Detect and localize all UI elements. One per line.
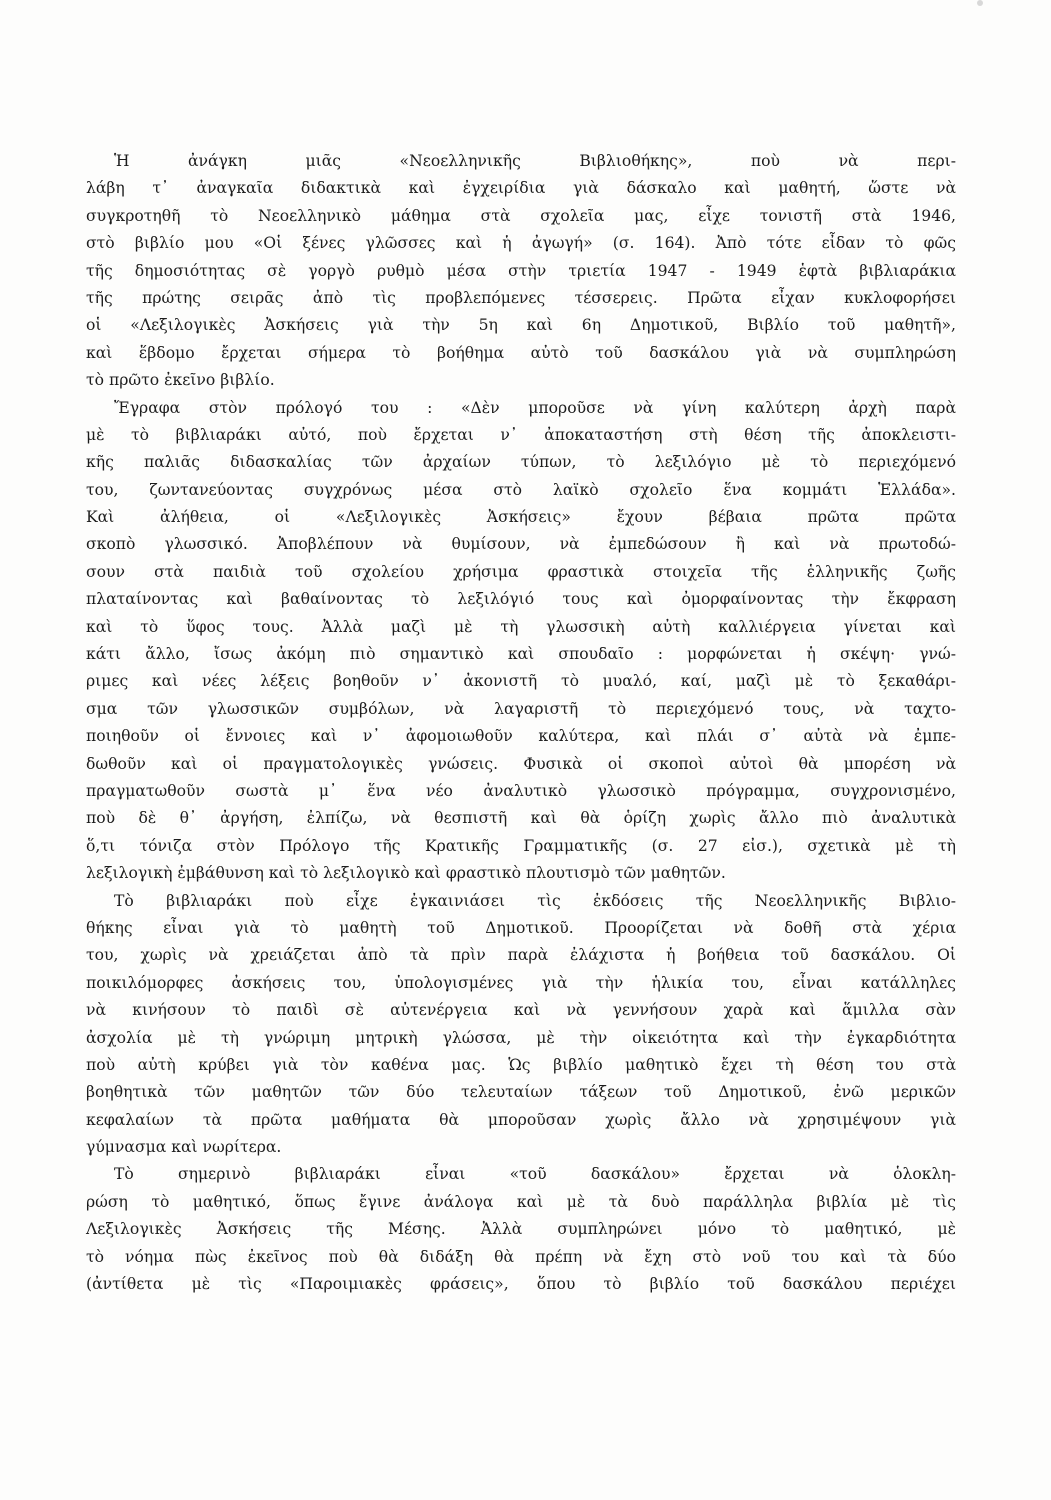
text-line: συγκροτηθῆ τὸ Νεοελληνικὸ μάθημα στὰ σχολεῖα μας, εἶχε τονιστῆ στὰ 1946,	[86, 206, 956, 225]
text-line: ρώση τὸ μαθητικό, ὅπως ἔγινε ἀνάλογα καὶ μὲ τὰ δυὸ παράλληλα βιβλία μὲ τὶς	[86, 1192, 956, 1211]
text-line: λεξιλογικὴ ἐμβάθυνση καὶ τὸ λεξιλογικὸ καὶ φραστικὸ πλουτισμὸ τῶν μαθητῶν.	[86, 864, 726, 883]
text-line: του, ζωντανεύοντας συγχρόνως μέσα στὸ λαϊκὸ σχολεῖο ἕνα κομμάτι Ἑλλάδα».	[86, 480, 956, 499]
text-line: ποικιλόμορφες ἀσκήσεις του, ὑπολογισμένες γιὰ τὴν ἡλικία του, εἶναι κατάλληλες	[86, 973, 956, 992]
text-line: θήκης εἶναι γιὰ τὸ μαθητὴ τοῦ Δημοτικοῦ. Προορίζεται νὰ δοθῆ στὰ χέρια	[86, 918, 956, 937]
text-line: κῆς παλιᾶς διδασκαλίας τῶν ἀρχαίων τύπων, τὸ λεξιλόγιο μὲ τὸ περιεχόμενό	[86, 453, 956, 472]
text-line: ὅ,τι τόνιζα στὸν Πρόλογο τῆς Κρατικῆς Γραμματικῆς (σ. 27 εἰσ.), σχετικὰ μὲ τὴ	[86, 836, 956, 855]
text-line: σκοπὸ γλωσσικό. Ἀποβλέπουν νὰ θυμίσουν, νὰ ἐμπεδώσουν ἢ καὶ νὰ πρωτοδώ-	[86, 535, 956, 554]
scan-speck	[977, 0, 983, 6]
text-line: καὶ ἕβδομο ἔρχεται σήμερα τὸ βοήθημα αὐτὸ τοῦ δασκάλου γιὰ νὰ συμπληρώση	[86, 343, 956, 362]
text-line: σμα τῶν γλωσσικῶν συμβόλων, νὰ λαγαριστῆ τὸ περιεχόμενό τους, νὰ ταχτο-	[86, 699, 956, 718]
text-line: Λεξιλογικὲς Ἀσκήσεις τῆς Μέσης. Ἀλλὰ συμπληρώνει μόνο τὸ μαθητικό, μὲ	[86, 1220, 956, 1239]
text-line: ποὺ δὲ θ᾽ ἀργήση, ἐλπίζω, νὰ θεσπιστῆ καὶ θὰ ὁρίζη χωρὶς ἄλλο πιὸ ἀναλυτικὰ	[86, 809, 956, 828]
text-line: σουν στὰ παιδιὰ τοῦ σχολείου χρήσιμα φραστικὰ στοιχεῖα τῆς ἑλληνικῆς ζωῆς	[86, 562, 956, 581]
text-line: λάβη τ᾽ ἀναγκαῖα διδακτικὰ καὶ ἐγχειρίδια γιὰ δάσκαλο καὶ μαθητή, ὥστε νὰ	[86, 179, 956, 198]
text-line: οἱ «Λεξιλογικὲς Ἀσκήσεις γιὰ τὴν 5η καὶ 6η Δημοτικοῦ, Βιβλίο τοῦ μαθητῆ»,	[86, 316, 956, 335]
text-line: ἀσχολία μὲ τὴ γνώριμη μητρικὴ γλώσσα, μὲ τὴν οἰκειότητα καὶ τὴν ἐγκαρδιότητα	[86, 1028, 956, 1047]
text-line: πλαταίνοντας καὶ βαθαίνοντας τὸ λεξιλόγιό τους καὶ ὀμορφαίνοντας τὴν ἔκφραση	[86, 590, 956, 609]
text-line: δωθοῦν καὶ οἱ πραγματολογικὲς γνώσεις. Φυσικὰ οἱ σκοποὶ αὐτοὶ θὰ μπορέση νὰ	[86, 754, 956, 773]
text-line: μὲ τὸ βιβλιαράκι αὐτό, ποὺ ἔρχεται ν᾽ ἀποκαταστήση στὴ θέση τῆς ἀποκλειστι-	[86, 425, 956, 444]
text-line: βοηθητικὰ τῶν μαθητῶν τῶν δύο τελευταίων τάξεων τοῦ Δημοτικοῦ, ἐνῶ μερικῶν	[86, 1083, 956, 1102]
paragraph-1	[86, 148, 956, 395]
text-line: γύμνασμα καὶ νωρίτερα.	[86, 1138, 282, 1157]
body-text	[86, 148, 956, 1298]
paragraph-2	[86, 395, 956, 888]
text-line: τῆς δημοσιότητας σὲ γοργὸ ρυθμὸ μέσα στὴν τριετία 1947 - 1949 ἑφτὰ βιβλιαράκια	[86, 261, 956, 280]
paragraph-4	[86, 1161, 956, 1298]
text-line: κεφαλαίων τὰ πρῶτα μαθήματα θὰ μποροῦσαν χωρὶς ἄλλο νὰ χρησιμέψουν γιὰ	[86, 1110, 956, 1129]
text-line: (ἀντίθετα μὲ τὶς «Παροιμιακὲς φράσεις», ὅπου τὸ βιβλίο τοῦ δασκάλου περιέχει	[86, 1275, 956, 1294]
text-line: ποὺ αὐτὴ κρύβει γιὰ τὸν καθένα μας. Ὡς βιβλίο μαθητικὸ ἔχει τὴ θέση του στὰ	[86, 1055, 956, 1074]
text-line: ριμες καὶ νέες λέξεις βοηθοῦν ν᾽ ἀκονιστῆ τὸ μυαλό, καί, μαζὶ μὲ τὸ ξεκαθάρι-	[86, 672, 956, 691]
text-line: νὰ κινήσουν τὸ παιδὶ σὲ αὐτενέργεια καὶ νὰ γεννήσουν χαρὰ καὶ ἅμιλλα σὰν	[86, 1001, 956, 1020]
text-line: τῆς πρώτης σειρᾶς ἀπὸ τὶς προβλεπόμενες τέσσερεις. Πρῶτα εἶχαν κυκλοφορήσει	[86, 288, 956, 307]
text-line: Τὸ σημερινὸ βιβλιαράκι εἶναι «τοῦ δασκάλου» ἔρχεται νὰ ὁλοκλη-	[114, 1165, 956, 1184]
text-line: Ἔγραφα στὸν πρόλογό του : «Δὲν μποροῦσε νὰ γίνη καλύτερη ἀρχὴ παρὰ	[114, 398, 956, 417]
text-line: Ἡ ἀνάγκη μιᾶς «Νεοελληνικῆς Βιβλιοθήκης», ποὺ νὰ περι-	[114, 152, 956, 170]
text-line: τὸ νόημα πὼς ἐκεῖνος ποὺ θὰ διδάξη θὰ πρέπη νὰ ἔχη στὸ νοῦ του καὶ τὰ δύο	[86, 1247, 956, 1266]
paragraph-3	[86, 888, 956, 1162]
text-line: του, χωρὶς νὰ χρειάζεται ἀπὸ τὰ πρὶν παρὰ ἐλάχιστα ἡ βοήθεια τοῦ δασκάλου. Οἱ	[86, 946, 956, 965]
text-line: καὶ τὸ ὕφος τους. Ἀλλὰ μαζὶ μὲ τὴ γλωσσικὴ αὐτὴ καλλιέργεια γίνεται καὶ	[86, 617, 956, 636]
text-line: τὸ πρῶτο ἐκεῖνο βιβλίο.	[86, 371, 275, 390]
text-line: κάτι ἄλλο, ἴσως ἀκόμη πιὸ σημαντικὸ καὶ σπουδαῖο : μορφώνεται ἡ σκέψη· γνώ-	[86, 645, 956, 664]
text-line: στὸ βιβλίο μου «Οἱ ξένες γλῶσσες καὶ ἡ ἀγωγή» (σ. 164). Ἀπὸ τότε εἶδαν τὸ φῶς	[86, 234, 956, 253]
text-line: Καὶ ἀλήθεια, οἱ «Λεξιλογικὲς Ἀσκήσεις» ἔχουν βέβαια πρῶτα πρῶτα	[86, 508, 956, 527]
text-line: πραγματωθοῦν σωστὰ μ᾽ ἕνα νέο ἀναλυτικὸ γλωσσικὸ πρόγραμμα, συγχρονισμένο,	[86, 781, 956, 800]
text-line: Τὸ βιβλιαράκι ποὺ εἶχε ἐγκαινιάσει τὶς ἐκδόσεις τῆς Νεοελληνικῆς Βιβλιο-	[114, 891, 956, 910]
text-line: ποιηθοῦν οἱ ἔννοιες καὶ ν᾽ ἀφομοιωθοῦν καλύτερα, καὶ πλάι σ᾽ αὐτὰ νὰ ἐμπε-	[86, 727, 956, 746]
